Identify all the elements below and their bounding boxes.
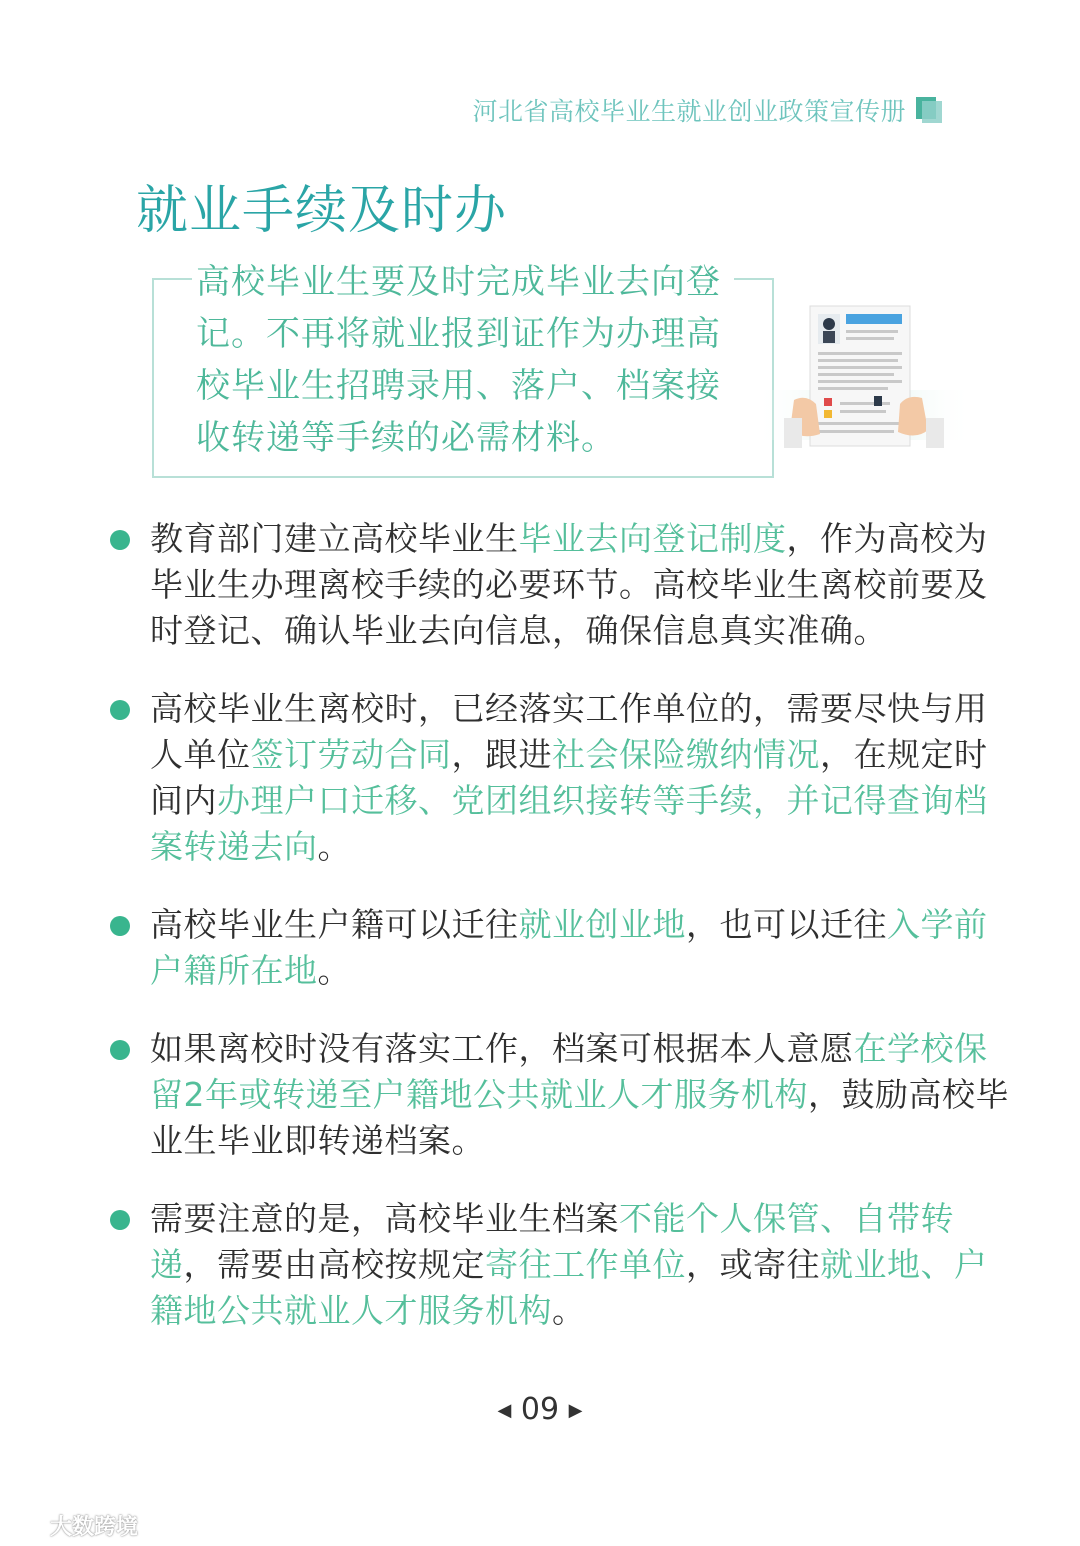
bullet-dot-icon: [110, 916, 130, 936]
watermark: [10, 1510, 138, 1541]
prev-arrow-icon: ◀: [497, 1400, 512, 1421]
bullet-dot-icon: [110, 700, 130, 720]
list-item: 如果离校时没有落实工作，档案可根据本人意愿在学校保留2年或转递至户籍地公共就业人才服务机构，鼓励高校毕业生毕业即转递档案。: [110, 1026, 1010, 1164]
publication-header: [472, 92, 942, 128]
list-item: 教育部门建立高校毕业生毕业去向登记制度，作为高校为毕业生办理离校手续的必要环节。高校毕业生离校前要及时登记、确认毕业去向信息，确保信息真实准确。: [110, 516, 1010, 654]
list-item: 高校毕业生户籍可以迁往就业创业地，也可以迁往入学前户籍所在地。: [110, 902, 1010, 994]
bullet-dot-icon: [110, 1210, 130, 1230]
list-item: 高校毕业生离校时，已经落实工作单位的，需要尽快与用人单位签订劳动合同，跟进社会保险缴纳情况，在规定时间内办理户口迁移、党团组织接转等手续，并记得查询档案转递去向。: [110, 686, 1010, 870]
bullet-dot-icon: [110, 1040, 130, 1060]
resume-illustration-icon: [754, 300, 974, 460]
watermark-logo-icon: [10, 1515, 44, 1537]
intro-text: 高校毕业生要及时完成毕业去向登记。不再将就业报到证作为办理高校毕业生招聘录用、落户、档案接收转递等手续的必需材料。: [196, 262, 721, 458]
bullet-dot-icon: [110, 530, 130, 550]
page-number-value: 09: [520, 1392, 560, 1427]
list-item: 需要注意的是，高校毕业生档案不能个人保管、自带转递，需要由高校按规定寄往工作单位，或寄往就业地、户籍地公共就业人才服务机构。: [110, 1196, 1010, 1334]
header-square-icon: [916, 97, 942, 123]
next-arrow-icon: ▶: [568, 1400, 583, 1421]
page-title: 就业手续及时办: [136, 181, 508, 241]
policy-list: [110, 516, 1010, 1366]
publication-title: 河北省高校毕业生就业创业政策宣传册: [472, 97, 906, 126]
watermark-text: 大数跨境: [50, 1515, 139, 1540]
page-number: [0, 1392, 1080, 1427]
